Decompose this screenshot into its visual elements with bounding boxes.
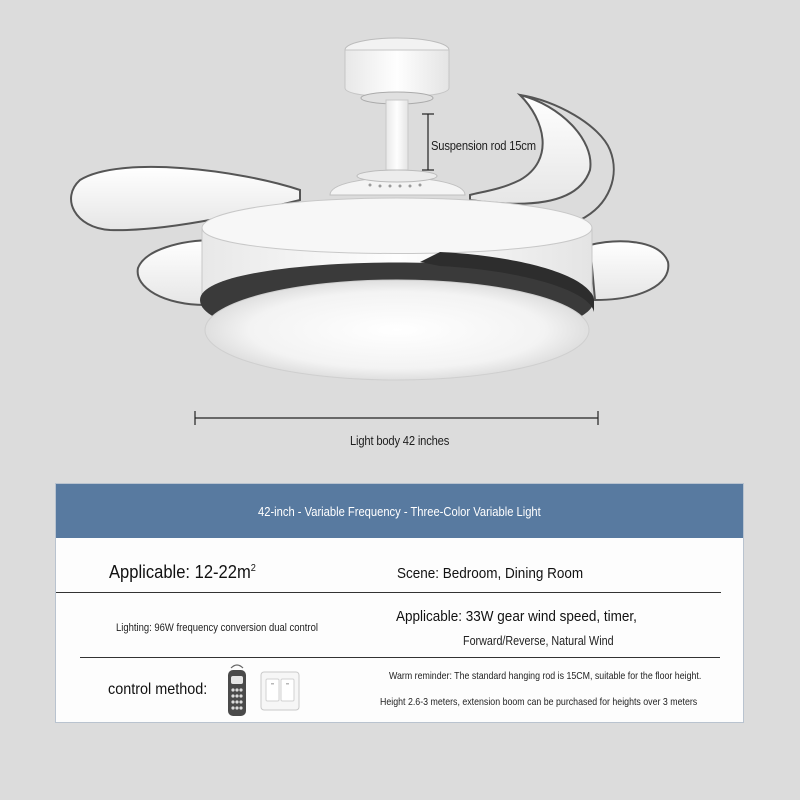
suspension-rod-label: Suspension rod 15cm [431, 138, 536, 153]
motor-housing [330, 170, 465, 195]
applicable-area-sup: 2 [250, 563, 256, 574]
light-body-label: Light body 42 inches [350, 433, 450, 448]
applicable-area [109, 562, 256, 583]
reminder-line2: Height 2.6-3 meters, extension boom can be purchased for heights over 3 meters [380, 696, 698, 708]
spec-header [56, 484, 743, 538]
body-dimension-marker [195, 411, 598, 425]
suspension-rod [386, 100, 408, 170]
light-drum [200, 198, 594, 380]
reminder-line1: Warm reminder: The standard hanging rod is 15CM, suitable for the floor height. [389, 670, 702, 682]
divider-2 [80, 657, 720, 658]
spec-header-title: 42-inch - Variable Frequency - Three-Color Variable Light [258, 503, 541, 519]
fan-blade-right-lower [590, 241, 668, 300]
wind-text-line1: Applicable: 33W gear wind speed, timer, [396, 608, 637, 625]
spec-card [55, 483, 744, 723]
wind-text-line2: Forward/Reverse, Natural Wind [463, 634, 614, 648]
ceiling-canopy [345, 38, 449, 104]
scene-text: Scene: Bedroom, Dining Room [397, 565, 584, 582]
applicable-area-text: Applicable: 12-22m [109, 562, 251, 582]
control-method-label: control method: [108, 681, 208, 698]
lighting-text: Lighting: 96W frequency conversion dual control [116, 622, 318, 634]
wall-switch-icon [260, 671, 300, 711]
divider-1 [56, 592, 721, 593]
remote-control-icon [226, 664, 248, 718]
